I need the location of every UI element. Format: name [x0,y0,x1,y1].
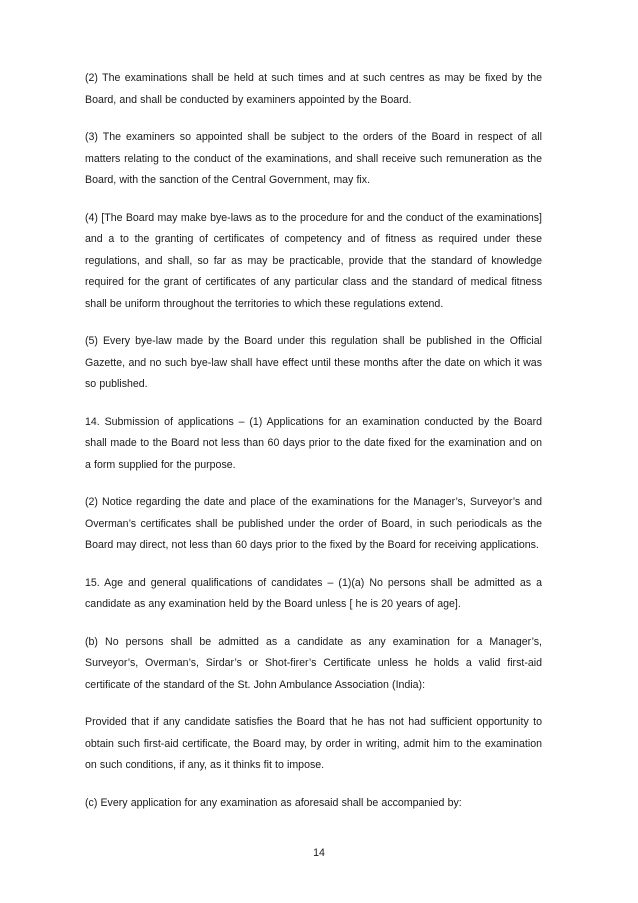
paragraph-reg13-2: (2) The examinations shall be held at such times and at such centres as may be fixed by the Board, and shall be conducted by examiners appointed by the Board. [85,72,542,106]
paragraph-reg14-2: (2) Notice regarding the date and place of the examinations for the Manager’s, Surveyor’s and Overman’s certificates shall be published under the order of Board, in such periodicals as the Board may direct, not less than 60 days prior to the fixed by the Board for receiving applications. [85,496,542,551]
paragraph-reg13-5: (5) Every bye-law made by the Board under this regulation shall be published in the Official Gazette, and no such bye-law shall have effect until these months after the date on which it was so published. [85,335,542,390]
page-number: 14 [313,847,325,859]
document-body [85,68,542,830]
paragraph-reg13-4: (4) [The Board may make bye-laws as to the procedure for and the conduct of the examinations] and a to the granting of certificates of competency and of fitness as required under these regulations, and shall, so far as may be practicable, provide that the standard of knowledge required for the grant of certificates of any particular class and the standard of medical fitness shall be uniform throughout the territories to which these regulations extend. [85,211,542,310]
paragraph-reg13-3: (3) The examiners so appointed shall be subject to the orders of the Board in respect of all matters relating to the conduct of the examinations, and shall receive such remuneration as the Board, with the sanction of the Central Government, may fix. [85,131,542,186]
paragraph-proviso: Provided that if any candidate satisfies the Board that he has not had sufficient opportunity to obtain such first-aid certificate, the Board may, by order in writing, admit him to the examination on such conditions, if any, as it thinks fit to impose. [85,716,542,771]
paragraph-reg15-1b: (b) No persons shall be admitted as a candidate as any examination for a Manager’s, Surveyor’s, Overman’s, Sirdar’s or Shot-firer’s Certificate unless he holds a valid first-aid certificate of the standard of the St. John Ambulance Association (India): [85,635,542,691]
paragraph-reg15-1c: (c) Every application for any examination as aforesaid shall be accompanied by: [85,796,462,809]
paragraph-reg14-1: 14. Submission of applications – (1) Applications for an examination conducted by the Board shall made to the Board not less than 60 days prior to the date fixed for the examination and on a form supplied for the purpose. [85,415,542,471]
paragraph-reg15-1a: 15. Age and general qualifications of candidates – (1)(a) No persons shall be admitted as a candidate as any examination held by the Board unless [ he is 20 years of age]. [85,576,542,610]
